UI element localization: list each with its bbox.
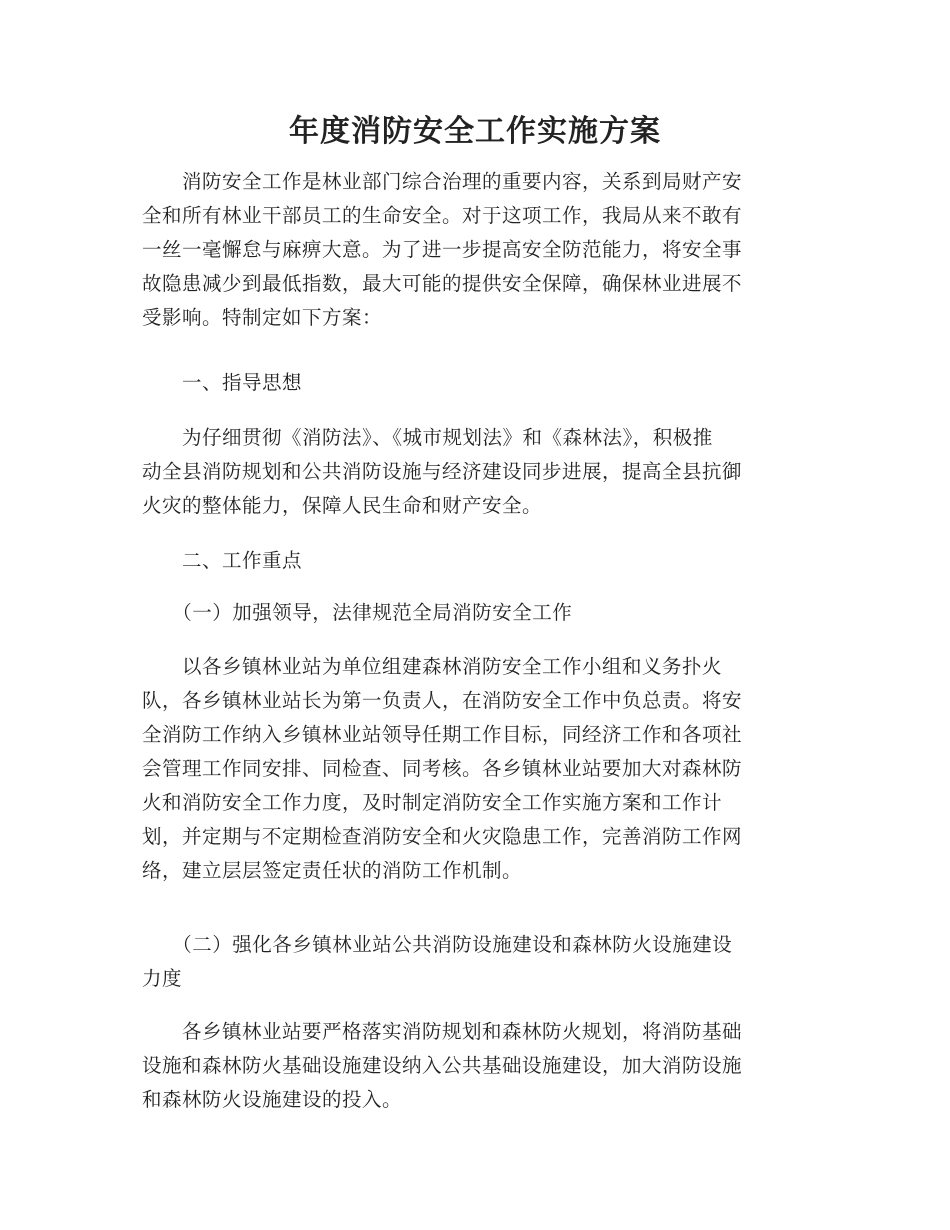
paragraph-line: 故隐患减少到最低指数，最大可能的提供安全保障，确保林业进展不: [142, 272, 743, 295]
paragraph-line: 络，建立层层签定责任状的消防工作机制。: [142, 859, 523, 882]
paragraph-line: 队，各乡镇林业站长为第一负责人，在消防安全工作中负总责。将安: [142, 689, 743, 712]
paragraph-line: 设施和森林防火基础设施建设纳入公共基础设施建设，加大消防设施: [142, 1054, 743, 1077]
paragraph-line: 全和所有林业干部员工的生命安全。对于这项工作，我局从来不敢有: [142, 204, 743, 227]
paragraph-line: 一丝一毫懈怠与麻痹大意。为了进一步提高安全防范能力，将安全事: [142, 238, 743, 261]
paragraph-line: 全消防工作纳入乡镇林业站领导任期工作目标，同经济工作和各项社: [142, 723, 743, 746]
subsection-heading: 力度: [142, 967, 183, 990]
subsection-heading: （二）强化各乡镇林业站公共消防设施建设和森林防火设施建设: [142, 933, 733, 956]
paragraph-line: 火和消防安全工作力度，及时制定消防安全工作实施方案和工作计: [142, 791, 723, 814]
paragraph-line: 各乡镇林业站要严格落实消防规划和森林防火规划，将消防基础: [142, 1020, 743, 1043]
paragraph-line: 划，并定期与不定期检查消防安全和火灾隐患工作，完善消防工作网: [142, 825, 743, 848]
paragraph-line: 和森林防火设施建设的投入。: [142, 1088, 403, 1111]
paragraph-line: 以各乡镇林业站为单位组建森林消防安全工作小组和义务扑火: [142, 655, 723, 678]
section-heading: 一、指导思想: [142, 371, 303, 394]
paragraph-line: 动全县消防规划和公共消防设施与经济建设同步进展，提高全县抗御: [142, 460, 743, 483]
subsection-heading: （一）加强领导，法律规范全局消防安全工作: [142, 601, 573, 624]
section-heading: 二、工作重点: [142, 549, 303, 572]
document-title: 年度消防安全工作实施方案: [289, 114, 661, 149]
paragraph-line: 为仔细贯彻《消防法》、《城市规划法》和《森林法》，积极推: [142, 426, 713, 449]
paragraph-line: 会管理工作同安排、同检查、同考核。各乡镇林业站要加大对森林防: [142, 757, 743, 780]
paragraph-line: 消防安全工作是林业部门综合治理的重要内容，关系到局财产安: [142, 170, 743, 193]
paragraph-line: 火灾的整体能力，保障人民生命和财产安全。: [142, 494, 543, 517]
paragraph-line: 受影响。特制定如下方案：: [142, 306, 383, 329]
